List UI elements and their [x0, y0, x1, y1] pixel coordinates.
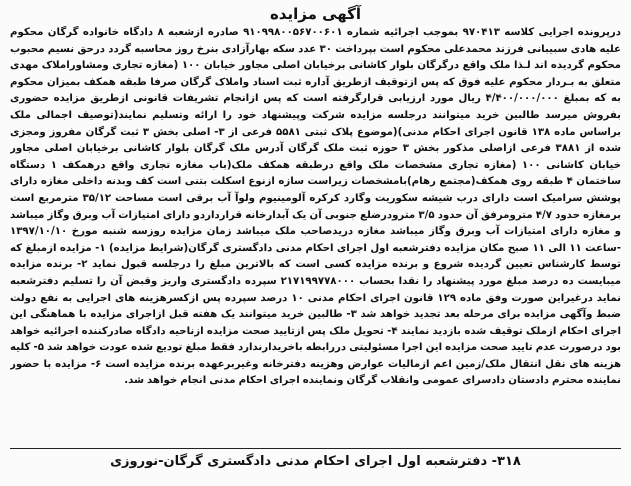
notice-body: درپرونده اجرایی کلاسه ۹۷۰۴۱۳ بموجب اجرائیه شماره ۹۱۰۹۹۸۰۰۵۶۷۰۰۶۰۱ صادره ازشعبه ۸ دادگاه خانواده گرگان محکوم علیه هادی سبیبانی فرزند محمدعلی محکوم است بپرداخت ۳۰ عدد سکه بهارآزادی بنرخ روز محاسبه گردد درحق نسیم محبوب محکوم گردیده اند لـذا ملک واقع درگرگان بلوار کاشانی برخیابان اصلی مجاور خیابان ۱۰۰ (مغازه تجاری ومشاوراملاک مهدی متعلق به بـردار محکوم علیه فوق که پس ازتوقیف ازطریق آداره ثبت اسناد واملاک گرگان صرفا طبقه همکف بمیزان محکوم به که بمبلغ ۴/۴۰۰/۰۰۰/۰۰۰ ریال مورد ارزیابی قرارگرفته است که پس ازانجام تشریفات قانونی ازطریق مزایده حضوری بفروش میرسد طالبین خرید میتوانند درجلسه مزایده شرکت وپیشنهاد خود را ارائه وتسلیم نمایند(توصیف اجمالی ملک براساس ماده ۱۳۸ قانون اجرای احکام مدنی)(موضوع پلاک ثبتی ۵۵۸۱ فرعی از ۳- اصلی بخش ۳ ثبت گرگان مفروز ومجزی شده از ۳۸۸۱ فرعی ازاصلی مذکور بخش ۳ حوزه ثبت ملک گرگان آدرس ملک گرگان بلوار کاشانی برخیابان اصلی مجاور خیابان کاشانی ۱۰۰ (مغازه تجاری مشخصات ملک واقع درطبقه همکف ملک(باب مغازه تجاری واقع درهمکف ۱ دستگاه ساختمان ۴ طبقه روی همکف(مجتمع رهام)بامشخصات زیراست سازه ازنوع اسکلت بتنی است کف وبدنه داخلی مغازه دارای پوشش سرامیک است دارای درب شیشه سکوریت وگارد کرکره آلومینیوم ولوآ آب برقی است مساحت ۳۵/۱۲ مترمربع است برمغازه حدود ۴/۷ مترومرفق آن حدود ۳/۵ مترودرضلع جنوبی آن یک آبدارخانه قرارداردو دارای امتیازات آب وبرق وگاز میباشد و مغازه دارای امتیازات آب وبرق وگاز میباشد مغازه دریدصاحب ملک میباشد زمان مزایده روزسه شنبه مورخ ۱۳۹۷/۱۰/۱۰ -ساعت ۱۱ الی ۱۱ صبح مکان مزایده دفترشعبه اول اجرای احکام مدنی دادگستری گرگان(شرایط مزایده) ۱- مزایده ازمبلغ که توسط کارشناس تعیین گردیده شروع و برنده مزایده کسی است که بالاترین مبلغ را درجلسه قبول نماید ۲- برنده مزایده میبایست ده درصد مبلغ مورد پیشنهاد را نقدا بحساب ۲۱۷۱۹۹۷۷۸۰۰۰ سپرده دادگستری واریز وقبض آن را تسلیم دفترشعبه نماید درغیراین صورت وفق ماده ۱۲۹ قانون اجرای احکام مدنی ۱۰ درصد سپرده پس ازکسرهزینه های اجرایی به نفع دولت ضبط وآگهی مزایده برای مرحله بعد تجدید خواهد شد ۳- طالبین خرید میتوانند یک هفته قبل ازاجرای مزایده با هماهنگی این اجرای احکام ازملک توقیف شده بازدید نمایند ۴- تحویل ملک پس ازتایید صحت مزایده ازناحیه دادگاه صادرکننده اجرائیه خواهد بود درصورت عدم تایید صحت مزایده این اجرا مسئولیتی دررابطه باخریدارندارد فقط مبلغ تودیع شده عودت خواهد شد ۵- کلیه هزینه های نقل انتقال ملک/زمین اعم ازمالیات عوارض وهزینه دفترخانه وغیربرعهده برنده مزایده است ۶- مزایده با حضور نماینده محترم دادستان دادسرای عمومی وانقلاب گرگان ونماینده اجرای احکام مدنی انجام خواهد شد.	[10, 27, 621, 387]
footer-divider	[10, 448, 621, 449]
notice-footer: ۳۱۸- دفترشعبه اول اجرای احکام مدنی دادگستری گرگان-نوروزی	[110, 454, 521, 469]
notice-title: آگهی مزایده	[269, 5, 362, 23]
